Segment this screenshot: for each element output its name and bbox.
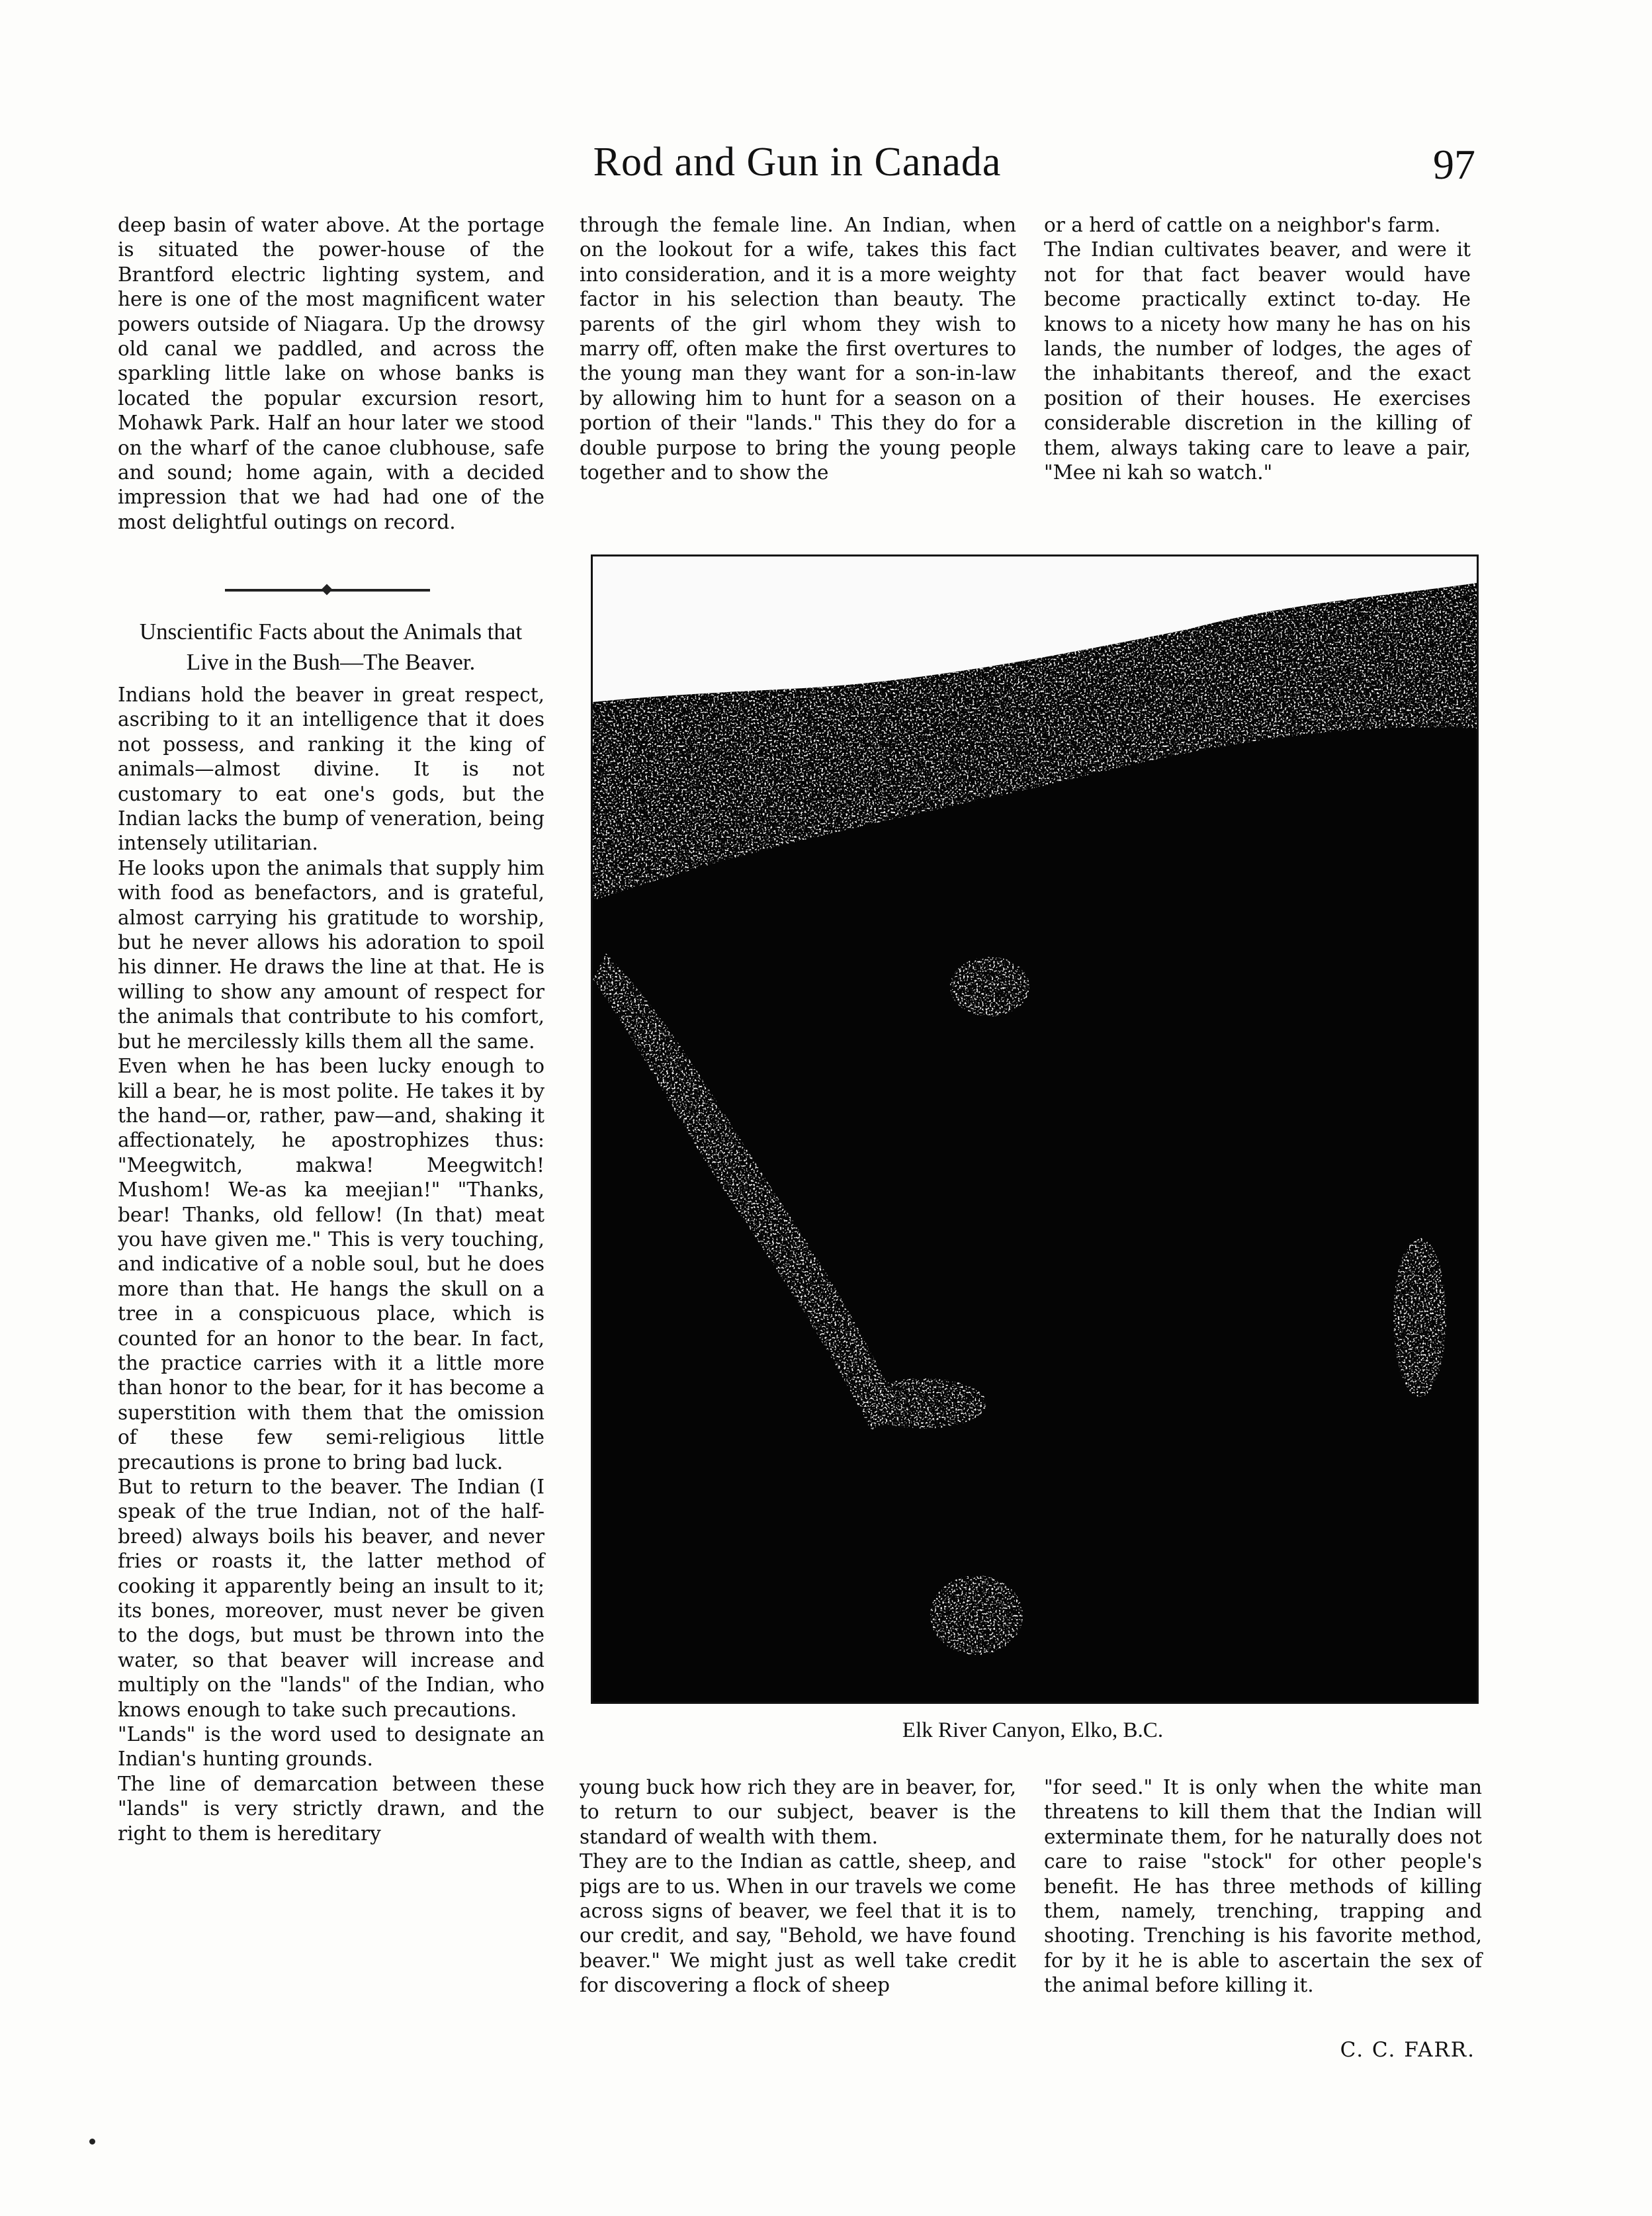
column-3-top — [1044, 213, 1471, 485]
paragraph: He looks upon the animals that supply him with food as benefactors, and is grateful, almost carrying his gratitude to worship, but he never allows his adoration to spoil his dinner. He draws the line at that. He is willing to show any amount of respect for the animals that contribute to his comfort, but he mercilessly kills them all the same. — [118, 856, 544, 1053]
print-speck — [89, 2139, 95, 2145]
page-number: 97 — [1433, 141, 1475, 188]
paragraph: Indians hold the beaver in great respect, ascribing to it an intelligence that it does not possess, and ranking it the king of animals—almost divine. It is not customary to eat one's gods, but the Indian lacks the bump of veneration, being intensely utilitarian. — [118, 684, 544, 855]
paragraph: through the female line. An Indian, when on the lookout for a wife, takes this fact into consideration, and it is a more weighty factor in his selection than beauty. The parents of the girl whom they wish to marry off, often make the first overtures to the young man they want for a son-in-law by allowing him to hunt for a season on a portion of their "lands." This they do for a double purpose to bring the young people together and to show the — [580, 214, 1016, 484]
paragraph: But to return to the beaver. The Indian (I speak of the true Indian, not of the half-breed) always boils his beaver, and never fries or roasts it, the latter method of cooking it apparently being an insult to it; its bones, moreover, must never be given to the dogs, but must be thrown into the water, so that beaver will increase and multiply on the "lands" of the Indian, who knows enough to take such precautions. — [118, 1476, 544, 1721]
column-3-bottom — [1044, 1775, 1482, 1998]
paragraph: The line of demarcation between these "lands" is very strictly drawn, and the right to them is hereditary — [118, 1772, 544, 1845]
paragraph: deep basin of water above. At the portage is situated the power-house of the Brantford electric lighting system, and here is one of the most magnificent water powers outside of Niagara. Up the drowsy old canal we paddled, and across the sparkling little lake on whose banks is located the popular excursion resort, Mohawk Park. Half an hour later we stood on the wharf of the canoe clubhouse, safe and sound; home again, with a decided impression that we had had one of the most delightful outings on record. — [118, 214, 544, 533]
running-title: Rod and Gun in Canada — [593, 140, 1002, 185]
canyon-photo-illustration — [593, 556, 1477, 1702]
canyon-photograph — [591, 554, 1479, 1704]
author-signature: C. C. FARR. — [1340, 2038, 1475, 2062]
paragraph: They are to the Indian as cattle, sheep, and pigs are to us. When in our travels we come across signs of beaver, we feel that it is to our credit, and say, "Behold, we have found beaver." We might just as well take credit for discovering a flock of sheep — [580, 1850, 1016, 1997]
paragraph: young buck how rich they are in beaver, for, to return to our subject, beaver is the standard of wealth with them. — [580, 1776, 1016, 1848]
paragraph: or a herd of cattle on a neighbor's farm. — [1044, 214, 1441, 236]
photo-caption: Elk River Canyon, Elko, B.C. — [902, 1718, 1164, 1742]
paragraph: "Lands" is the word used to designate an Indian's hunting grounds. — [118, 1723, 544, 1771]
column-2-bottom — [580, 1775, 1016, 1998]
paragraph: Even when he has been lucky enough to kill a bear, he is most polite. He takes it by the hand—or, rather, paw—and, shaking it affectionately, he apostrophizes thus: "Meegwitch, makwa! Meegwitch! Mushom! We-as ka meejian!" "Thanks, bear! Thanks, old fellow! (In that) meat you have given me." This is very touching, and indicative of a noble soul, but he does more than that. He hangs the skull on a tree in a conspicuous place, which is counted for an honor to the bear. In fact, the practice carries with it a little more than honor to the bear, for it has become a superstition with them that the omission of these few semi-religious little precautions is prone to bring bad luck. — [118, 1055, 544, 1474]
article-heading-line-2: Live in the Bush—The Beaver. — [186, 649, 476, 675]
column-1-top — [118, 213, 544, 535]
column-2-top — [580, 213, 1016, 485]
article-heading-line-1: Unscientific Facts about the Animals that — [139, 619, 523, 644]
paragraph: "for seed." It is only when the white man threatens to kill them that the Indian will exterminate them, for he naturally does not care to raise "stock" for other people's benefit. He has three methods of killing them, namely, trenching, trapping and shooting. Trenching is his favorite method, for by it he is able to ascertain the sex of the animal before killing it. — [1044, 1776, 1482, 1997]
paragraph: The Indian cultivates beaver, and were it not for that fact beaver would have become practically extinct to-day. He knows to a nicety how many he has on his lands, the number of lodges, the ages of the inhabitants thereof, and the exact position of their houses. He exercises considerable discretion in the killing of them, always taking care to leave a pair, "Mee ni kah so watch." — [1044, 238, 1471, 484]
divider-ornament — [322, 584, 333, 596]
article-heading — [106, 617, 556, 678]
column-1-article — [118, 683, 544, 1846]
